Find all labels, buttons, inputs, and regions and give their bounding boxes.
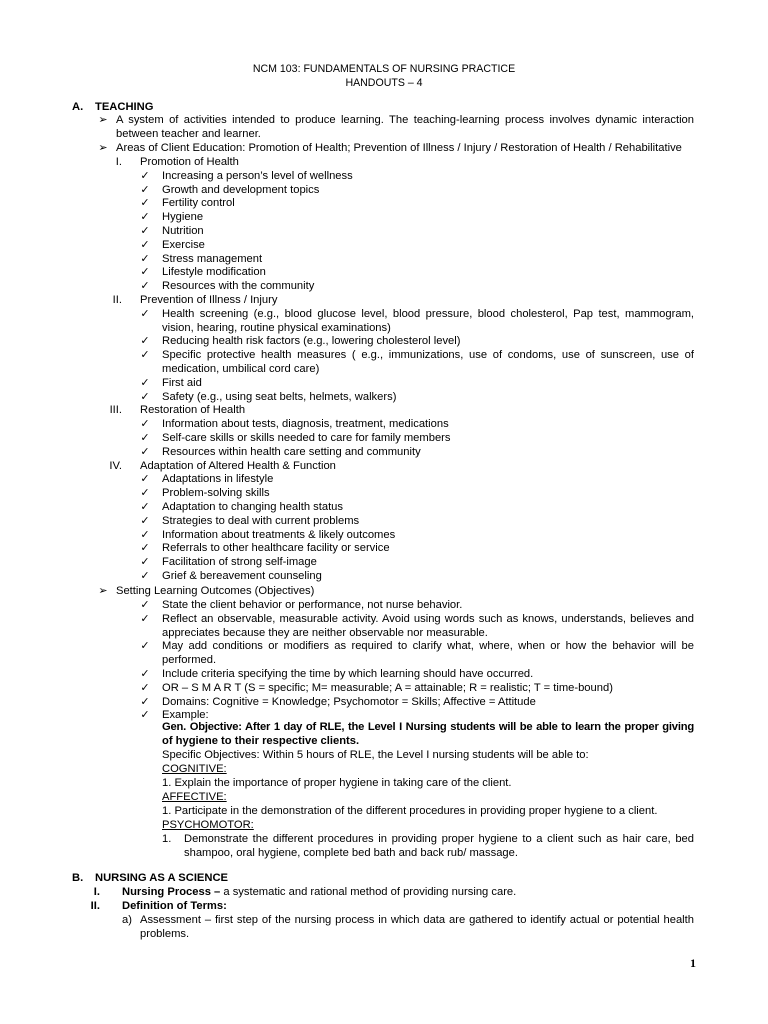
area-list-item: Information about tests, diagnosis, treatment, medications: [162, 418, 449, 431]
cognitive-item: 1. Explain the importance of proper hygiene in taking care of the client.: [162, 777, 512, 789]
check-icon: ✓: [140, 612, 150, 625]
area-list-item: Referrals to other healthcare facility or service: [162, 542, 390, 555]
check-icon: ✓: [140, 266, 150, 279]
area-list-item: Lifestyle modification: [162, 266, 266, 279]
area-numeral: I.: [115, 156, 122, 168]
document-title: NCM 103: FUNDAMENTALS OF NURSING PRACTICE: [252, 63, 516, 75]
area-title: Prevention of Illness / Injury: [140, 294, 278, 306]
area-numeral: III.: [109, 404, 122, 417]
area-list-item: Exercise: [162, 238, 205, 251]
section-b-item2-number: II.: [90, 900, 100, 912]
area-list-item: Nutrition: [162, 225, 204, 237]
check-icon: ✓: [140, 640, 150, 653]
check-icon: ✓: [140, 432, 150, 444]
arrow-bullet-icon: ➢: [98, 585, 108, 597]
check-icon: ✓: [140, 418, 150, 431]
area-list-item-line: vision, hearing, routine physical examinations): [162, 321, 391, 334]
specific-objectives: Specific Objectives: Within 5 hours of RLE, the Level I nursing students will be able to:: [162, 749, 589, 761]
outcome-item-line: Example:: [162, 709, 209, 722]
area-list-item: Stress management: [162, 252, 263, 265]
areas-of-client-education: Areas of Client Education: Promotion of Health; Prevention of Illness / Injury / Restoration of Health / Rehabilitative: [116, 142, 682, 154]
arrow-bullet-icon: ➢: [98, 114, 108, 126]
area-list-item: Adaptation to changing health status: [162, 501, 343, 513]
check-icon: ✓: [140, 197, 150, 210]
check-icon: ✓: [140, 556, 150, 569]
check-icon: ✓: [140, 225, 150, 237]
psychomotor-item-line2: shampoo, oral hygiene, complete bed bath and back rub/ massage.: [184, 847, 518, 859]
area-list-item-line: Health screening (e.g., blood glucose level, blood pressure, blood cholesterol, Pap test, mammogram,: [162, 307, 694, 320]
check-icon: ✓: [140, 473, 150, 486]
area-list-item-line: Safety (e.g., using seat belts, helmets, walkers): [162, 390, 397, 403]
area-list-item: Problem-solving skills: [162, 487, 270, 500]
area-list-item-line: Specific protective health measures ( e.g., immunizations, use of condoms, use of sunscreen, use of: [162, 349, 694, 362]
outcomes-title: Setting Learning Outcomes (Objectives): [116, 585, 315, 597]
nursing-process-term: Nursing Process –: [122, 886, 221, 898]
area-list-item: Fertility control: [162, 197, 235, 210]
nursing-process-definition: [122, 886, 516, 900]
outcome-item-line: Domains: Cognitive = Knowledge; Psychomotor = Skills; Affective = Attitude: [162, 695, 536, 708]
check-icon: ✓: [140, 211, 150, 224]
check-icon: ✓: [140, 668, 150, 680]
area-list-item: Resources with the community: [162, 280, 315, 293]
area-title: Adaptation of Altered Health & Function: [140, 459, 336, 472]
area-list-item-line: First aid: [162, 376, 202, 389]
area-list-item: Information about treatments & likely outcomes: [162, 528, 396, 541]
area-list-item-line: medication, umbilical cord care): [162, 363, 320, 375]
section-b-letter: B.: [72, 872, 84, 884]
check-icon: ✓: [140, 695, 150, 708]
area-list-item: Hygiene: [162, 211, 204, 224]
area-numeral: IV.: [109, 459, 122, 472]
area-list-item: Facilitation of strong self-image: [162, 556, 317, 569]
area-list-item: Adaptations in lifestyle: [162, 473, 274, 486]
outcome-item-line: May add conditions or modifiers as required to clarify what, where, when or how the behavior will be: [162, 640, 694, 653]
cognitive-label: COGNITIVE:: [162, 763, 227, 775]
check-icon: ✓: [140, 542, 150, 555]
check-icon: ✓: [140, 280, 150, 293]
check-icon: ✓: [140, 183, 150, 196]
outcome-item-line: Reflect an observable, measurable activity. Avoid using words such as knows, understands, believes and: [162, 612, 694, 625]
teaching-definition-line2: between teacher and learner.: [116, 128, 261, 140]
check-icon: ✓: [140, 390, 150, 403]
check-icon: ✓: [140, 169, 150, 182]
teaching-definition-line1: A system of activities intended to produce learning. The teaching-learning process involves dynamic interaction: [116, 114, 694, 126]
page-number: 1: [690, 956, 696, 970]
gen-objective-line2: of hygiene to their respective clients.: [162, 735, 360, 747]
outcome-item-line: performed.: [162, 654, 217, 667]
area-numeral: II.: [112, 294, 122, 306]
check-icon: ✓: [140, 599, 150, 611]
outcome-item-line: OR – S M A R T (S = specific; M= measurable; A = attainable; R = realistic; T = time-bound): [162, 681, 613, 694]
area-list-item: Strategies to deal with current problems: [162, 514, 360, 527]
section-b-title: NURSING AS A SCIENCE: [95, 872, 229, 884]
affective-item: 1. Participate in the demonstration of the different procedures in providing proper hygiene to a client.: [162, 805, 658, 817]
assessment-label: a): [122, 914, 132, 926]
assessment-line2: problems.: [140, 928, 190, 940]
check-icon: ✓: [140, 709, 150, 722]
nursing-process-text: a systematic and rational method of providing nursing care.: [220, 886, 517, 898]
gen-objective-line1: Gen. Objective: After 1 day of RLE, the Level I Nursing students will be able to learn the proper giving: [162, 721, 694, 733]
area-list-item: Grief & bereavement counseling: [162, 570, 322, 582]
psychomotor-item-line1: Demonstrate the different procedures in providing proper hygiene to a client such as hair care, bed: [184, 833, 694, 845]
affective-label: AFFECTIVE:: [162, 791, 227, 803]
outcome-item-line: State the client behavior or performance, not nurse behavior.: [162, 599, 463, 611]
check-icon: ✓: [140, 514, 150, 527]
arrow-bullet-icon: ➢: [98, 142, 108, 154]
area-title: Promotion of Health: [140, 156, 239, 168]
outcome-item-line: Include criteria specifying the time by which learning should have occurred.: [162, 668, 534, 680]
check-icon: ✓: [140, 335, 150, 348]
check-icon: ✓: [140, 501, 150, 513]
section-a-letter: A.: [72, 101, 84, 113]
definition-of-terms: Definition of Terms:: [122, 900, 227, 912]
area-list-item-line: Reducing health risk factors (e.g., lowering cholesterol level): [162, 335, 461, 348]
area-list-item: Self-care skills or skills needed to care for family members: [162, 432, 451, 444]
check-icon: ✓: [140, 570, 150, 582]
psychomotor-number: 1.: [162, 833, 172, 845]
area-list-item: Increasing a person’s level of wellness: [162, 169, 353, 182]
check-icon: ✓: [140, 445, 150, 458]
check-icon: ✓: [140, 528, 150, 541]
check-icon: ✓: [140, 487, 150, 500]
area-list-item: Growth and development topics: [162, 183, 320, 196]
area-list-item: Resources within health care setting and community: [162, 445, 421, 458]
check-icon: ✓: [140, 252, 150, 265]
check-icon: ✓: [140, 681, 150, 694]
check-icon: ✓: [140, 307, 150, 320]
document-subtitle: HANDOUTS – 4: [345, 77, 423, 89]
outcome-item-line: appreciates because they are neither observable nor measurable.: [162, 626, 488, 639]
section-a-title: TEACHING: [95, 101, 154, 113]
check-icon: ✓: [140, 238, 150, 251]
psychomotor-label: PSYCHOMOTOR:: [162, 819, 254, 831]
check-icon: ✓: [140, 349, 150, 362]
check-icon: ✓: [140, 376, 150, 389]
assessment-line1: Assessment – first step of the nursing process in which data are gathered to identify actual or potential health: [140, 914, 694, 926]
section-b-item1-number: I.: [93, 886, 100, 898]
area-title: Restoration of Health: [140, 404, 246, 417]
